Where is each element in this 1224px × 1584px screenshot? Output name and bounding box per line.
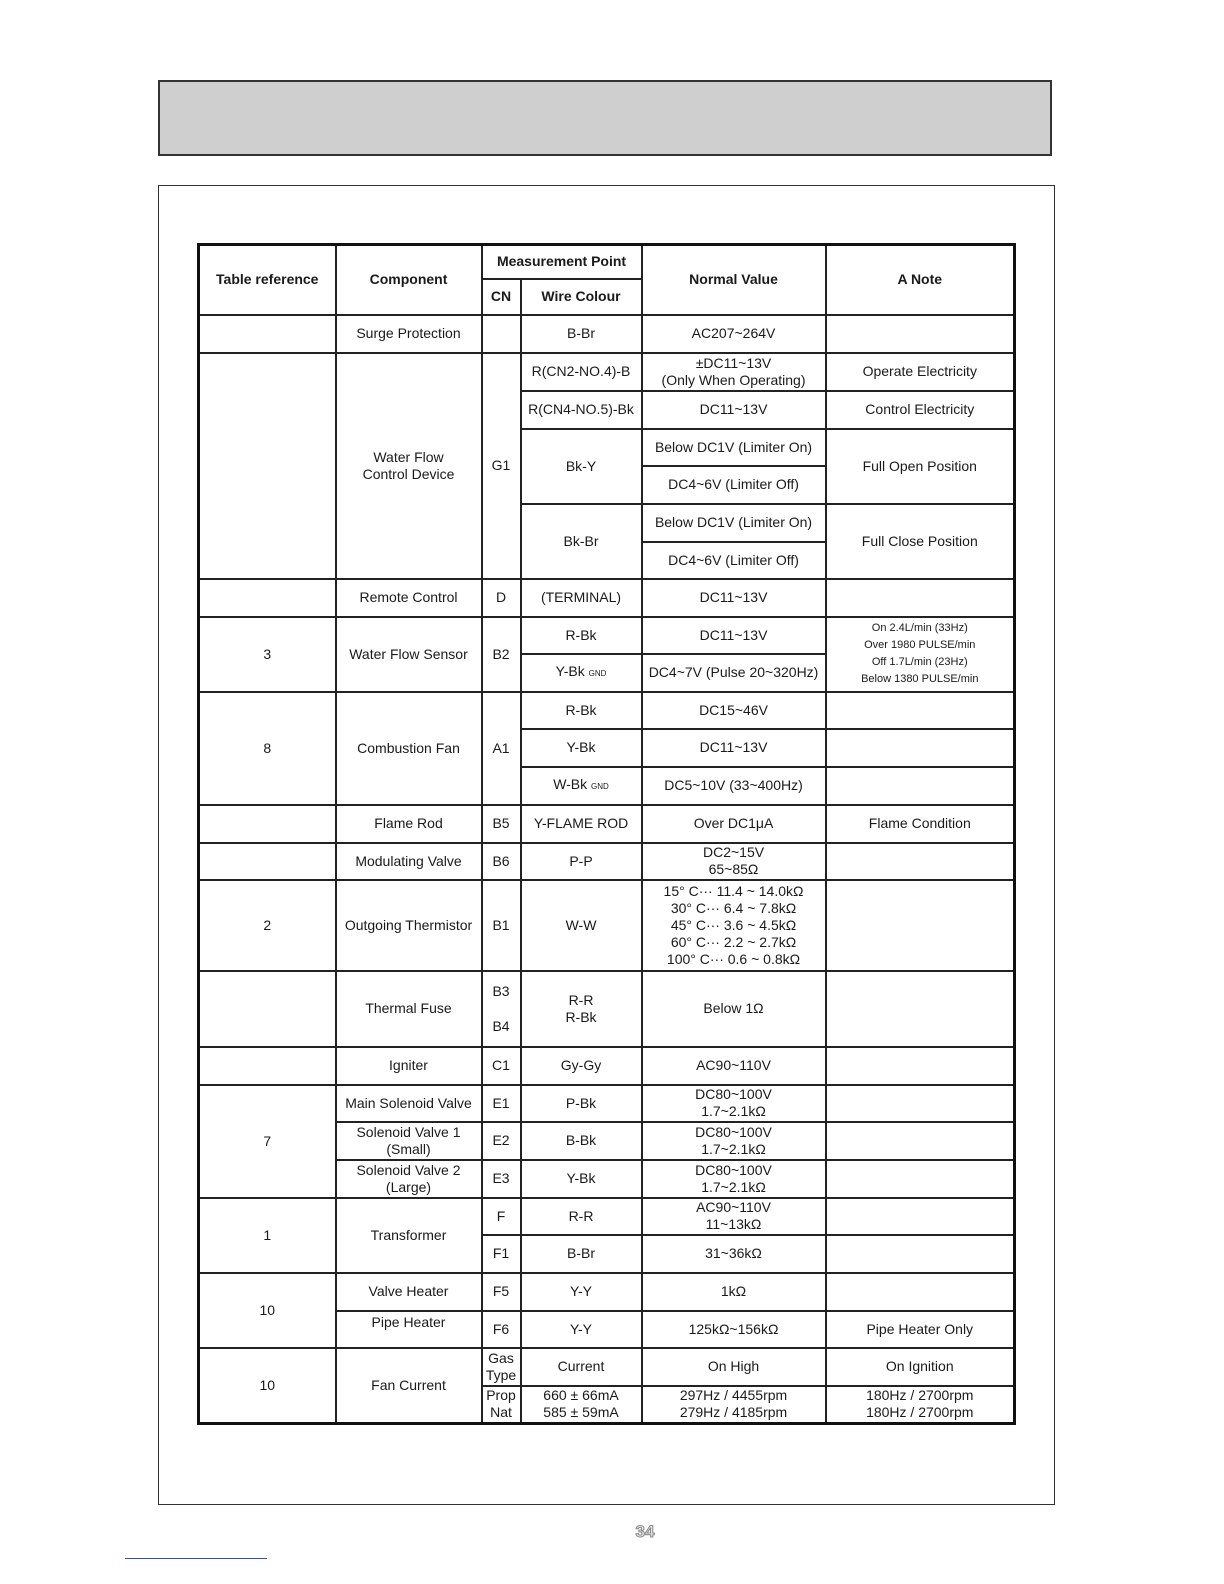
wire-colour-cell: Gy-Gy [521,1047,642,1085]
current-header-cell: Current [521,1348,642,1386]
normal-value-cell: Below DC1V (Limiter On) [642,429,826,466]
header-component: Component [336,245,482,315]
cn-cell: C1 [482,1047,521,1085]
normal-value-cell: AC90~110V [642,1047,826,1085]
table-reference-cell [199,843,336,880]
cn-cell: G1 [482,353,521,579]
normal-value-cell: DC80~100V 1.7~2.1kΩ [642,1085,826,1122]
component-cell: Solenoid Valve 2 (Large) [336,1160,482,1198]
normal-value-cell: 1kΩ [642,1273,826,1311]
wire-colour-cell: Y-Y [521,1273,642,1311]
footer-link-underline [125,1558,267,1559]
wire-colour-cell: B-Bk [521,1122,642,1160]
note-cell [826,880,1015,971]
component-cell: Combustion Fan [336,692,482,805]
cn-cell: F1 [482,1235,521,1273]
normal-value-cell: DC11~13V [642,391,826,429]
table-row [199,1085,1015,1122]
component-cell: Solenoid Valve 1 (Small) [336,1122,482,1160]
note-cell: Control Electricity [826,391,1015,429]
note-cell [826,729,1015,767]
table-row [199,315,1015,353]
component-cell: Water Flow Control Device [336,353,482,579]
wire-colour-cell [521,654,642,692]
table-row [199,1198,1015,1235]
gnd-subscript: GND [588,669,607,678]
component-cell: Water Flow Sensor [336,617,482,692]
wire-colour-cell: Y-Y [521,1311,642,1348]
wire-colour-cell: Y-FLAME ROD [521,805,642,843]
cn-cell: E3 [482,1160,521,1198]
note-cell [826,1085,1015,1122]
on-ignition-values-cell: 180Hz / 2700rpm 180Hz / 2700rpm [826,1386,1015,1424]
cn-cell: B5 [482,805,521,843]
cn-cell [482,971,521,1047]
normal-value-cell: DC80~100V 1.7~2.1kΩ [642,1160,826,1198]
header-cn: CN [482,279,521,315]
table-row [199,692,1015,729]
wire-colour-cell: (TERMINAL) [521,579,642,617]
normal-value-cell: DC11~13V [642,579,826,617]
cn-cell: B2 [482,617,521,692]
table-row [199,843,1015,880]
cn-cell: D [482,579,521,617]
note-cell [826,971,1015,1047]
cn-cell: F6 [482,1311,521,1348]
table-reference-cell: 8 [199,692,336,805]
wire-colour-cell: R-Bk [521,617,642,654]
normal-value-cell: DC15~46V [642,692,826,729]
note-cell: Pipe Heater Only [826,1311,1015,1348]
normal-value-cell: DC80~100V 1.7~2.1kΩ [642,1122,826,1160]
on-high-values-cell: 297Hz / 4455rpm 279Hz / 4185rpm [642,1386,826,1424]
normal-value-cell: AC207~264V [642,315,826,353]
note-cell [826,315,1015,353]
note-cell [826,1198,1015,1235]
table-reference-cell: 10 [199,1273,336,1348]
table-row [199,353,1015,391]
cn-cell [482,315,521,353]
header-measurement-point: Measurement Point [482,245,642,279]
component-cell: Outgoing Thermistor [336,880,482,971]
wire-colour-cell: Y-Bk [521,729,642,767]
on-ignition-header-cell: On Ignition [826,1348,1015,1386]
normal-value-cell: 15° C··· 11.4 ~ 14.0kΩ 30° C··· 6.4 ~ 7.8kΩ 45° C··· 3.6 ~ 4.5kΩ 60° C··· 2.2 ~ 2.7kΩ 100° C··· 0.6 ~ 0.8kΩ [642,880,826,971]
normal-value-cell: Below DC1V (Limiter On) [642,504,826,542]
component-cell: Fan Current [336,1348,482,1424]
normal-value-cell: DC5~10V (33~400Hz) [642,767,826,805]
page-number: 34 [635,1522,655,1541]
normal-value-cell: Over DC1μA [642,805,826,843]
cn-b4: B4 [492,1017,510,1034]
table-row [199,1047,1015,1085]
wire-colour-cell: B-Br [521,1235,642,1273]
component-cell: Igniter [336,1047,482,1085]
normal-value-cell: AC90~110V 11~13kΩ [642,1198,826,1235]
table-row [199,971,1015,1047]
wire-colour-cell: Bk-Br [521,504,642,579]
header-table-reference: Table reference [199,245,336,315]
component-cell: Surge Protection [336,315,482,353]
component-cell: Main Solenoid Valve [336,1085,482,1122]
component-measurement-table [197,243,1016,1425]
note-cell [826,1273,1015,1311]
normal-value-cell: DC4~6V (Limiter Off) [642,542,826,579]
table-reference-cell: 3 [199,617,336,692]
table-row [199,880,1015,971]
cn-cell: E2 [482,1122,521,1160]
header-wire-colour: Wire Colour [521,279,642,315]
table-reference-cell: 10 [199,1348,336,1424]
wire-colour-cell [521,767,642,805]
wire-colour-cell: P-P [521,843,642,880]
note-cell [826,1122,1015,1160]
table-row [199,617,1015,654]
note-cell: Flame Condition [826,805,1015,843]
note-cell [826,1160,1015,1198]
table-row [199,805,1015,843]
cn-cell: B6 [482,843,521,880]
component-cell: Remote Control [336,579,482,617]
table-reference-cell [199,315,336,353]
component-cell: Thermal Fuse [336,971,482,1047]
wire-colour-cell: Bk-Y [521,429,642,504]
component-cell: Valve Heater [336,1273,482,1311]
table-reference-cell [199,353,336,579]
component-cell: Modulating Valve [336,843,482,880]
normal-value-cell: DC11~13V [642,729,826,767]
cn-cell: E1 [482,1085,521,1122]
table-reference-cell [199,805,336,843]
cn-b3: B3 [492,982,510,999]
current-values-cell: 660 ± 66mA 585 ± 59mA [521,1386,642,1424]
note-cell: Full Close Position [826,504,1015,579]
note-cell [826,767,1015,805]
table-row [199,1348,1015,1386]
table-reference-cell [199,1047,336,1085]
normal-value-cell: DC11~13V [642,617,826,654]
wire-colour-cell: R(CN4-NO.5)-Bk [521,391,642,429]
note-cell [826,692,1015,729]
cn-cell: F [482,1198,521,1235]
note-cell: Operate Electricity [826,353,1015,391]
component-cell: Flame Rod [336,805,482,843]
wire-colour-cell: W-W [521,880,642,971]
note-cell [826,1235,1015,1273]
wire-colour-cell: P-Bk [521,1085,642,1122]
normal-value-cell: Below 1Ω [642,971,826,1047]
table-row [199,579,1015,617]
normal-value-cell: DC4~7V (Pulse 20~320Hz) [642,654,826,692]
gas-values-cell: Prop Nat [482,1386,521,1424]
component-cell: Transformer [336,1198,482,1273]
cn-cell: F5 [482,1273,521,1311]
table-reference-cell [199,579,336,617]
note-cell: On 2.4L/min (33Hz) Over 1980 PULSE/min Off 1.7L/min (23Hz) Below 1380 PULSE/min [826,617,1015,692]
normal-value-cell: DC4~6V (Limiter Off) [642,466,826,504]
wire-colour-cell: Y-Bk [521,1160,642,1198]
wire-colour-cell: R(CN2-NO.4)-B [521,353,642,391]
wire-label: W-Bk [553,776,588,792]
wire-colour-cell: R-R [521,1198,642,1235]
wire-colour-cell: B-Br [521,315,642,353]
note-cell [826,843,1015,880]
component-cell: Pipe Heater [336,1311,482,1348]
note-cell [826,579,1015,617]
section-header-banner [158,80,1052,156]
on-high-header-cell: On High [642,1348,826,1386]
normal-value-cell: DC2~15V 65~85Ω [642,843,826,880]
wire-colour-cell: R-Bk [521,692,642,729]
gas-type-cell: Gas Type [482,1348,521,1386]
cn-cell: A1 [482,692,521,805]
header-a-note: A Note [826,245,1015,315]
table-reference-cell: 2 [199,880,336,971]
normal-value-cell: 125kΩ~156kΩ [642,1311,826,1348]
note-cell [826,1047,1015,1085]
table-reference-cell: 1 [199,1198,336,1273]
normal-value-cell: 31~36kΩ [642,1235,826,1273]
table-reference-cell [199,971,336,1047]
cn-cell: B1 [482,880,521,971]
gnd-subscript: GND [591,782,609,791]
table-reference-cell: 7 [199,1085,336,1198]
note-cell: Full Open Position [826,429,1015,504]
wire-colour-cell: R-R R-Bk [521,971,642,1047]
wire-label: Y-Bk [555,663,585,679]
normal-value-cell: ±DC11~13V (Only When Operating) [642,353,826,391]
table-row [199,1273,1015,1311]
header-normal-value: Normal Value [642,245,826,315]
